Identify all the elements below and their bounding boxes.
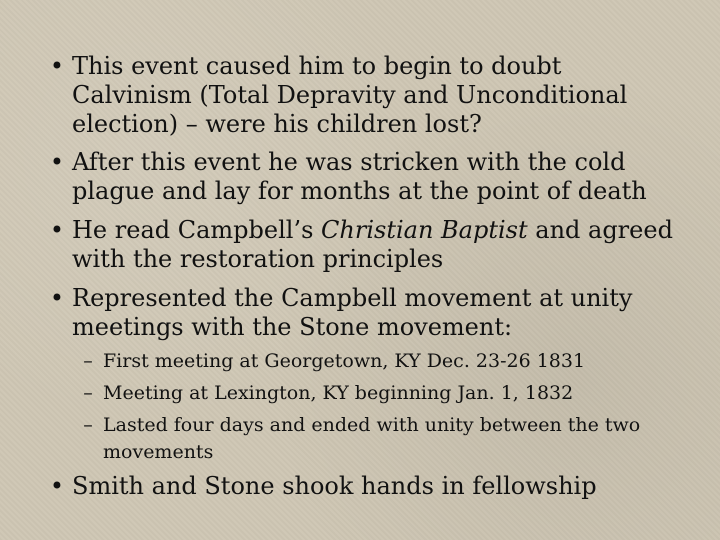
- bullet-marker: •: [49, 148, 65, 176]
- book-title: Christian Baptist: [321, 216, 528, 244]
- bullet-text: This event caused him to begin to doubt Calvinism (Total Depravity and Unconditional election) – were his children lost?: [72, 52, 628, 138]
- bullet-text: Represented the Campbell movement at unity meetings with the Stone movement:: [72, 284, 633, 341]
- sub-bullet-text: Lasted four days and ended with unity between the two movements: [103, 414, 641, 463]
- bullet-marker: •: [49, 52, 65, 80]
- bullet-text: Smith and Stone shook hands in fellowship: [72, 472, 597, 500]
- bullet-text: [72, 216, 682, 274]
- bullet-text-prefix: He read Campbell’s: [72, 216, 322, 244]
- bullet-text-suffix: and agreed with the restoration principles: [72, 216, 673, 273]
- bullet-marker: •: [49, 284, 65, 312]
- sub-bullet-marker: –: [83, 382, 93, 404]
- sub-bullet-marker: –: [83, 414, 93, 436]
- sub-bullet-marker: –: [83, 350, 93, 372]
- bullet-text: After this event he was stricken with the cold plague and lay for months at the point of death: [72, 148, 647, 205]
- sub-bullet-text: Meeting at Lexington, KY beginning Jan. 1, 1832: [103, 382, 574, 404]
- sub-bullet-text: First meeting at Georgetown, KY Dec. 23-26 1831: [103, 350, 586, 372]
- bullet-marker: •: [49, 472, 65, 500]
- bullet-marker: •: [49, 216, 65, 244]
